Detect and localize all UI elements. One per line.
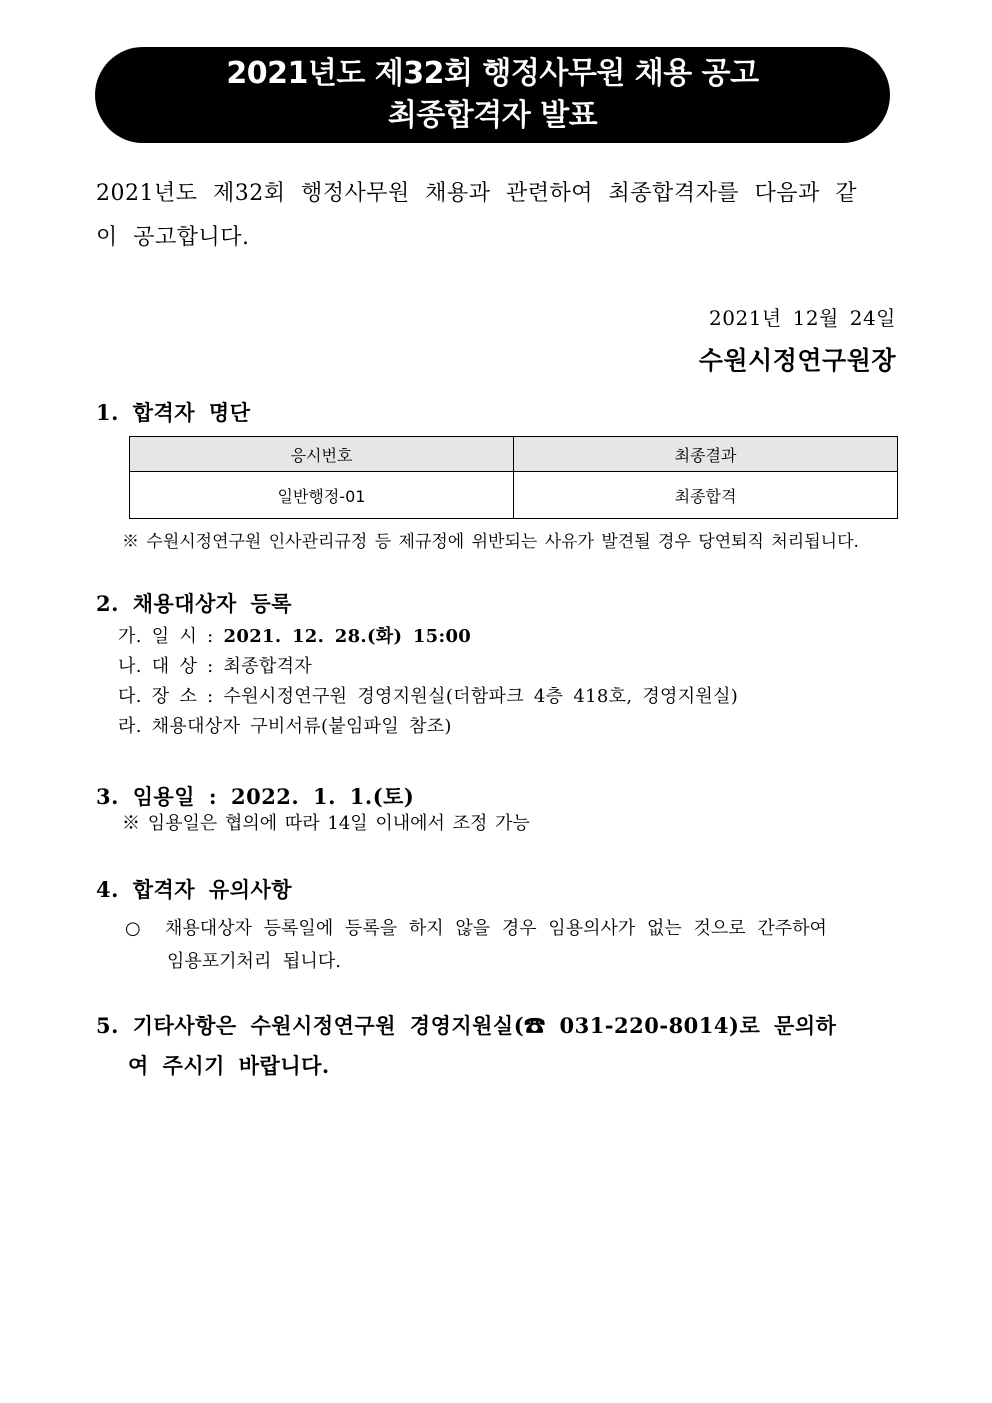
section4-heading: 4. 합격자 유의사항	[96, 877, 293, 902]
section1-heading: 1. 합격자 명단	[96, 400, 251, 425]
intro-paragraph	[96, 172, 896, 260]
section4-line-2: 임용포기처리 됩니다.	[167, 951, 341, 972]
section2-item-ra: 라. 채용대상자 구비서류(붙임파일 참조)	[118, 716, 452, 737]
table-cell-exam-number: 일반행정-01	[130, 472, 514, 519]
table-header-row	[130, 437, 898, 472]
section4-line-1: 채용대상자 등록일에 등록을 하지 않을 경우 임용의사가 없는 것으로 간주하여	[165, 918, 827, 939]
table-row	[130, 472, 898, 519]
section2-item-ga	[118, 622, 471, 648]
announcement-date: 2021년 12월 24일	[709, 306, 896, 330]
page-title: 2021년도 제32회 행정사무원 채용 공고	[226, 56, 759, 91]
section5-line-1a: 5. 기타사항은 수원시정연구원 경영지원실(	[96, 1013, 525, 1038]
section1-note: ※ 수원시정연구원 인사관리규정 등 제규정에 위반되는 사유가 발견될 경우 당연퇴직 처리됩니다.	[122, 532, 859, 552]
section5-line-2: 여 주시기 바랍니다.	[128, 1053, 330, 1078]
item-ga-label: 가. 일 시 :	[118, 626, 224, 647]
section2-heading: 2. 채용대상자 등록	[96, 591, 293, 616]
page-subtitle: 최종합격자 발표	[387, 98, 598, 133]
section2-item-na: 나. 대 상 : 최종합격자	[118, 656, 312, 677]
section5-line-1b: 031-220-8014)로 문의하	[545, 1013, 837, 1038]
section3-heading: 3. 임용일 : 2022. 1. 1.(토)	[96, 784, 415, 809]
table-cell-final-result: 최종합격	[514, 472, 898, 519]
phone-icon: ☎	[524, 1013, 546, 1038]
intro-line-2: 이 공고합니다.	[96, 225, 250, 250]
table-header-final-result: 최종결과	[514, 437, 898, 472]
section2-item-da: 다. 장 소 : 수원시정연구원 경영지원실(더함파크 4층 418호, 경영지원실)	[118, 686, 739, 707]
section5-paragraph	[96, 1006, 897, 1086]
bullet-circle: ○	[125, 918, 141, 939]
intro-line-1: 2021년도 제32회 행정사무원 채용과 관련하여 최종합격자를 다음과 같	[96, 181, 857, 206]
section4-paragraph	[125, 912, 897, 978]
table-header-exam-number: 응시번호	[130, 437, 514, 472]
item-ga-value: 2021. 12. 28.(화) 15:00	[223, 626, 472, 647]
issuer: 수원시정연구원장	[698, 346, 896, 375]
result-table	[129, 436, 898, 519]
title-banner	[95, 47, 890, 143]
section3-note: ※ 임용일은 협의에 따라 14일 이내에서 조정 가능	[122, 813, 530, 834]
